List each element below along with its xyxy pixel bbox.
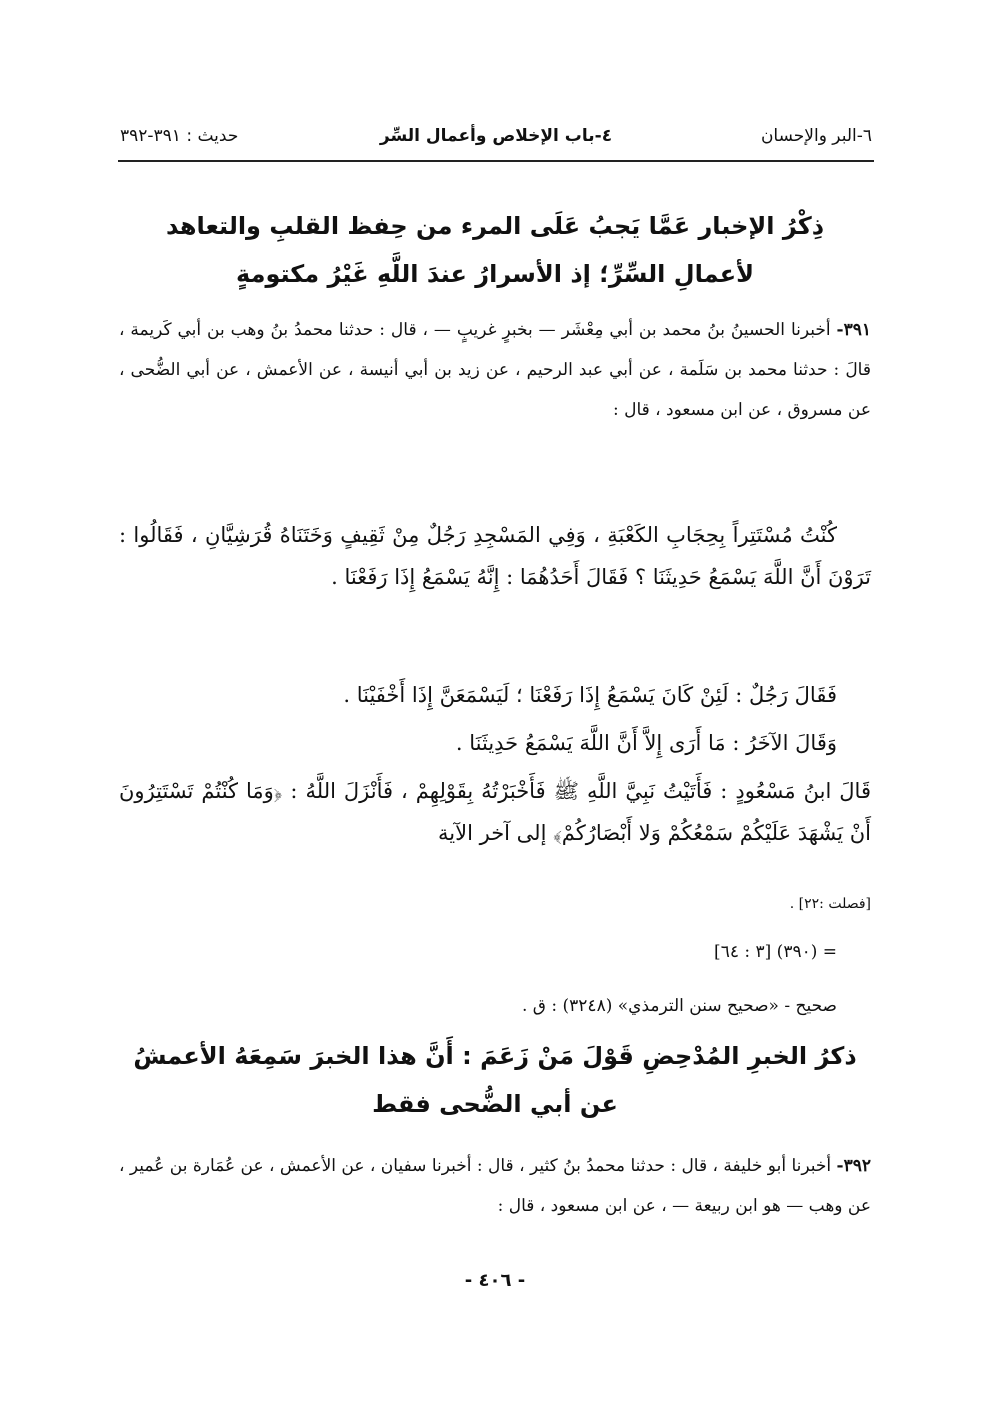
hadith-392-isnad-text: أخبرنا أبو خليفة ، قال : حدثنا محمدُ بنُ كثير ، قال : أخبرنا سفيان ، عن الأعمش ، عن عُمَارة بن عُمير ، عن وهب — هو ابن ربيعة — ، عن ابن مسعود ، قال :: [119, 1156, 871, 1216]
running-header: [120, 118, 872, 158]
cross-reference: = (٣٩٠) [٣ : ٦٤]: [714, 942, 837, 962]
section-title-1-line-2: لأعمالِ السِّرِّ؛ إذ الأسرارُ عندَ اللَّهِ غَيْرُ مكتومةٍ: [236, 260, 754, 288]
hadith-391-isnad-text: أخبرنا الحسينُ بنُ محمد بن أبي مِعْشَر — بخبرٍ غريبٍ — ، قال : حدثنا محمدُ بنُ وهب بن أبي كَريمة ، قالَ : حدثنا محمد بن سَلَمة ، عن أبي عبد الرحيم ، عن زيد بن أبي أنيسة ، عن الأعمش ، عن أبي الضُّحى ، عن مسروق ، عن ابن مسعود ، قال :: [119, 320, 871, 420]
hadith-391-paragraph-2: فَقَالَ رَجُلٌ : لَئِنْ كَانَ يَسْمَعُ إِذَا رَفَعْنَا ؛ لَيَسْمَعَنَّ إِذَا أَخْفَيْنَا .: [343, 683, 837, 707]
header-hadith-range: حديث : ٣٩١-٣٩٢: [120, 126, 239, 146]
page-number: - ٤٠٦ -: [464, 1270, 526, 1291]
header-section-title: ٤-باب الإخلاص وأعمال السِّر: [379, 126, 613, 146]
hadith-391-number: ٣٩١-: [836, 320, 872, 340]
hadith-392-isnad: [119, 1146, 871, 1226]
hadith-391-paragraph-1: كُنْتُ مُسْتَتِراً بِحِجَابِ الكَعْبَةِ ، وَفِي المَسْجِدِ رَجُلٌ مِنْ ثَقِيفٍ وَخَتَنَاهُ قُرَشِيَّانِ ، فَقَالُوا : تَرَوْنَ أَنَّ اللَّهَ يَسْمَعُ حَدِيثَنَا ؟ فَقَالَ أَحَدُهُمَا : إِنَّهُ يَسْمَعُ إِذَا رَفَعْنَا .: [119, 523, 871, 589]
header-book-chapter: ٦-البر والإحسان: [760, 126, 872, 146]
hadith-392-number: ٣٩٢-: [836, 1156, 871, 1176]
hadith-grade: صحيح - «صحيح سنن الترمذي» (٣٢٤٨) : ق .: [522, 996, 837, 1016]
hadith-391-isnad: [119, 310, 871, 430]
section-title-2: [119, 1032, 871, 1128]
quran-citation: [فصلت :٢٢] .: [789, 896, 871, 912]
hadith-391-paragraph-3: وَقَالَ الآخَرُ : مَا أَرَى إِلاَّ أَنَّ اللَّهَ يَسْمَعُ حَدِيثَنَا .: [455, 731, 837, 755]
hadith-391-paragraph-4: قَالَ ابنُ مَسْعُودٍ : فَأَتَيْتُ نَبِيَّ اللَّهِ ﷺ فَأَخْبَرْتُهُ بِقَوْلِهِمْ ، فَأَنْزَلَ اللَّهُ : ﴿وَمَا كُنْتُمْ تَسْتَتِرُونَ أَنْ يَشْهَدَ عَلَيْكُمْ سَمْعُكُمْ وَلا أَبْصَارُكُمْ﴾ إلى آخر الآية: [119, 779, 871, 845]
header-rule: [118, 160, 874, 162]
section-title-2-line-1: ذكرُ الخبرِ المُدْحِضِ قَوْلَ مَنْ زَعَمَ : أَنَّ هذا الخبرَ سَمِعَهُ الأعمشُ: [133, 1042, 857, 1070]
section-title-1-line-1: ذِكْرُ الإخبار عَمَّا يَجبُ عَلَى المرء من حِفظ القلبِ والتعاهد: [165, 212, 825, 240]
section-title-1: [119, 202, 871, 298]
section-title-2-line-2: عن أبي الضُّحى فقط: [372, 1090, 618, 1118]
